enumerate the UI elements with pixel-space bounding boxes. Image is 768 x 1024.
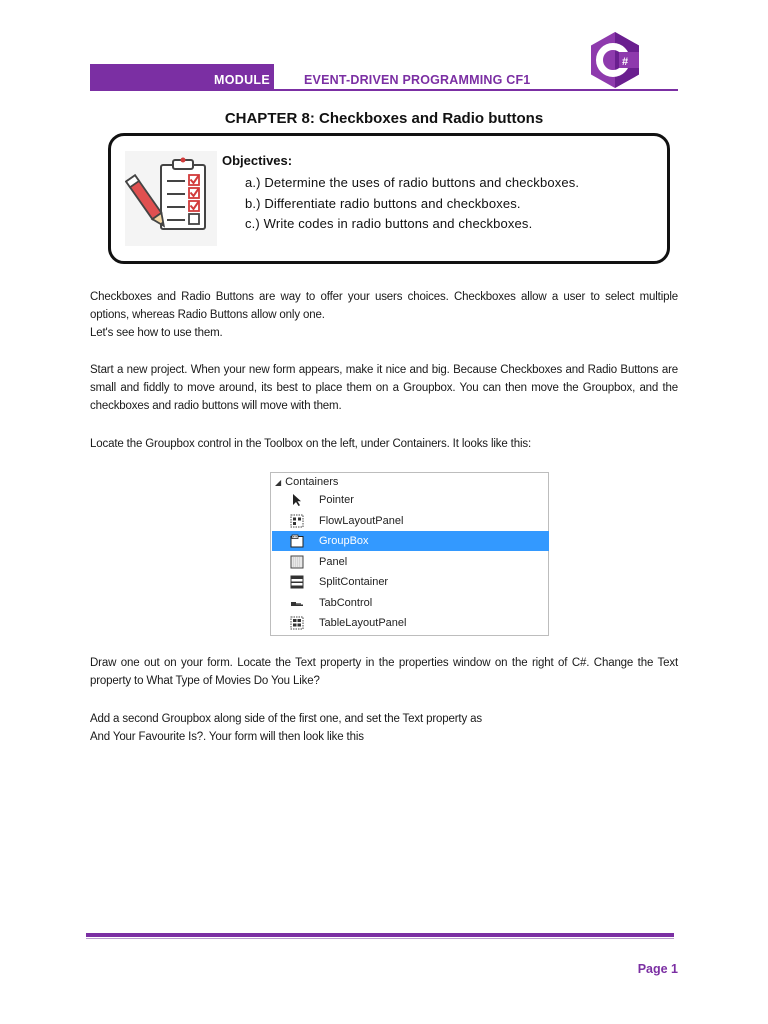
chapter-title: CHAPTER 8: Checkboxes and Radio buttons [224, 110, 544, 127]
toolbox-item-label: GroupBox [319, 535, 369, 547]
toolbox-item-label: FlowLayoutPanel [319, 514, 404, 527]
toolbox-item-label: TabControl [319, 596, 373, 609]
pointer-arrow-icon [290, 493, 304, 507]
toolbox-item-tablelayoutpanel[interactable] [272, 613, 549, 633]
footer-rule [86, 933, 674, 937]
intro-paragraph [90, 288, 678, 343]
collapse-triangle-icon[interactable]: ◢ [275, 477, 282, 487]
objective-item: a.) Determine the uses of radio buttons and checkboxes. [245, 175, 580, 190]
second-groupbox-paragraph [90, 710, 678, 746]
flowlayoutpanel-icon [290, 514, 304, 528]
toolbox-item-label: SplitContainer [319, 576, 389, 588]
tabcontrol-icon [290, 596, 304, 610]
page-number: Page 1 [637, 962, 678, 976]
module-title: EVENT-DRIVEN PROGRAMMING CF1 [304, 73, 531, 87]
toolbox-item-label: Pointer [319, 494, 354, 506]
toolbox-containers-screenshot [270, 472, 549, 636]
objectives-box [108, 133, 670, 264]
draw-paragraph: Draw one out on your form. Locate the Text property in the properties window on the right of C#. Change the Text property to What Type of Movies Do You Like? [90, 657, 678, 688]
toolbox-item-splitcontainer[interactable] [272, 572, 549, 592]
toolbox-item-groupbox[interactable] [272, 531, 549, 551]
toolbox-header[interactable] [275, 474, 338, 490]
panel-icon [290, 555, 304, 569]
module-label: MODULE [214, 73, 270, 87]
toolbox-item-tabcontrol[interactable] [272, 593, 549, 613]
svg-text:#: # [622, 56, 629, 68]
objective-item: b.) Differentiate radio buttons and checkboxes. [245, 195, 521, 211]
intro-text: Checkboxes and Radio Buttons are way to offer your users choices. Checkboxes allow a user to select multiple options, whereas Radio Buttons allow only one. [90, 291, 678, 322]
intro-text-2: Let's see how to use them. [90, 327, 223, 340]
checklist-clipboard-pencil-icon [125, 151, 217, 246]
splitcontainer-icon [290, 575, 304, 589]
toolbox-item-flowlayoutpanel[interactable] [272, 511, 549, 531]
start-paragraph: Start a new project. When your new form appears, make it nice and big. Because Checkboxes and Radio Buttons are small and fiddly to move around, its best to place them on a Groupbox. You can then move the Groupbox, and the checkboxes and radio buttons will move with them. [90, 364, 678, 413]
locate-paragraph: Locate the Groupbox control in the Toolbox on the left, under Containers. It looks like this: [90, 438, 531, 450]
second-groupbox-text-2: And Your Favourite Is?. Your form will then look like this [90, 731, 364, 744]
objectives-heading: Objectives: [222, 153, 293, 168]
toolbox-item-pointer[interactable] [272, 490, 549, 510]
csharp-logo-icon [588, 30, 642, 90]
groupbox-icon [290, 534, 304, 548]
toolbox-item-panel[interactable] [272, 552, 549, 572]
objective-item: c.) Write codes in radio buttons and checkboxes. [245, 216, 533, 231]
toolbox-item-label: TableLayoutPanel [319, 617, 407, 629]
footer-rule-thin [86, 938, 674, 939]
tablelayoutpanel-icon [290, 616, 304, 630]
toolbox-header-label: Containers [285, 476, 339, 488]
second-groupbox-text: Add a second Groupbox along side of the first one, and set the Text property as [90, 713, 482, 725]
toolbox-item-label: Panel [319, 555, 348, 568]
objectives-list [245, 173, 579, 235]
